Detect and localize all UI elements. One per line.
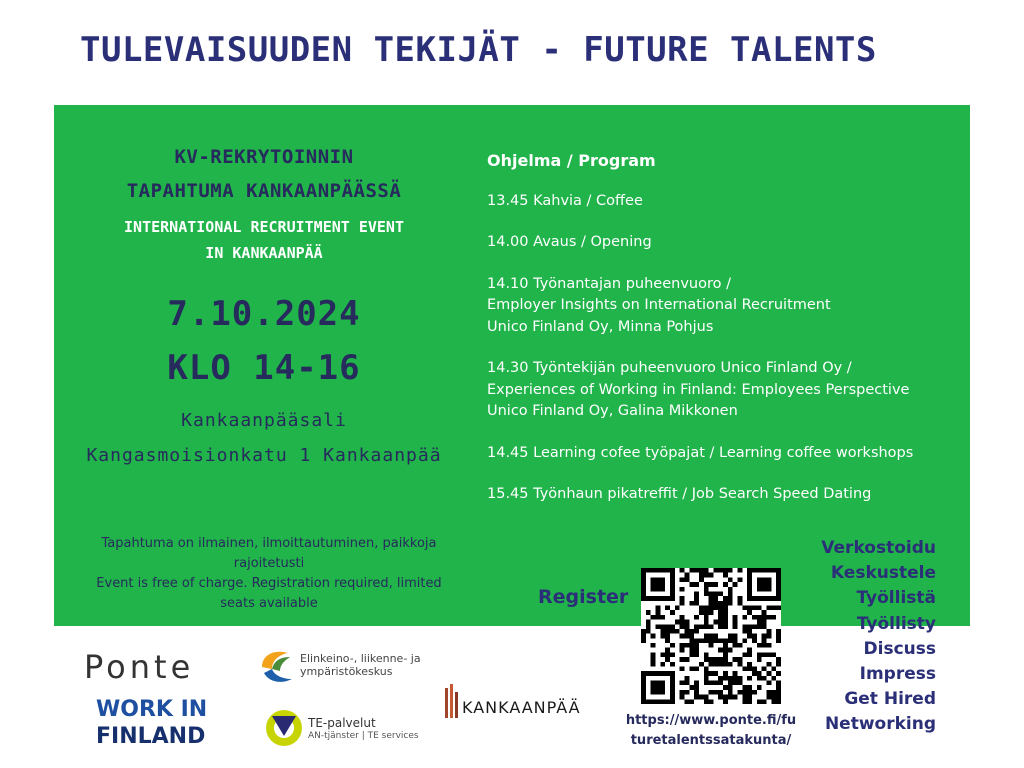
- event-heading-fi-line1: KV-REKRYTOINNIN: [174, 146, 354, 168]
- note-fi-line2: rajoitetusti: [233, 556, 305, 571]
- te-logo: [264, 706, 444, 752]
- registration-note: [80, 534, 458, 614]
- program-title: Ohjelma / Program: [487, 151, 656, 170]
- kankaanpaa-logo: [444, 684, 604, 724]
- keyword: Verkostoidu: [821, 538, 936, 558]
- event-info: [60, 140, 468, 466]
- event-heading-fi-line2: TAPAHTUMA KANKAANPÄÄSSÄ: [126, 180, 402, 202]
- poster-title: TULEVAISUUDEN TEKIJÄT - FUTURE TALENTS: [80, 30, 877, 70]
- program-line: 15.45 Työnhaun pikatreffit / Job Search Speed Dating: [487, 486, 872, 502]
- event-time: KLO 14-16: [167, 348, 361, 388]
- note-en-line1: Event is free of charge. Registration required, limited: [96, 576, 442, 591]
- kankaanpaa-logo-icon: [444, 684, 460, 720]
- ely-logo: [258, 647, 438, 687]
- register-url-line2: turetalentssatakunta/: [630, 733, 792, 748]
- kankaanpaa-logo-text: KANKAANPÄÄ: [462, 698, 581, 717]
- program-line: Unico Finland Oy, Galina Mikkonen: [487, 403, 738, 419]
- register-url[interactable]: [622, 711, 800, 751]
- program-item: [487, 484, 957, 506]
- program-item: [487, 443, 957, 465]
- keyword: Get Hired: [844, 689, 936, 710]
- program-line: Employer Insights on International Recruitment: [487, 297, 831, 313]
- program-line: 14.00 Avaus / Opening: [487, 234, 652, 250]
- keyword: Työllisty: [856, 613, 936, 634]
- program-line: 14.45 Learning cofee työpajat / Learning coffee workshops: [487, 444, 914, 461]
- ponte-logo: Ponte: [84, 648, 195, 686]
- program-item: [487, 191, 957, 213]
- program-item: [487, 358, 957, 423]
- event-venue: Kankaanpääsali: [181, 410, 347, 431]
- program-line: Unico Finland Oy, Minna Pohjus: [487, 318, 714, 335]
- keyword: Työllistä: [856, 588, 936, 609]
- program-line: 14.30 Työntekijän puheenvuoro Unico Finland Oy /: [487, 360, 852, 376]
- ely-logo-text: [300, 652, 421, 678]
- register-label: Register: [538, 586, 629, 608]
- keyword: Discuss: [863, 638, 936, 659]
- event-heading-fi: [60, 140, 468, 208]
- keyword-list: [821, 536, 936, 738]
- keyword: Networking: [824, 714, 936, 735]
- program-list: [487, 150, 957, 526]
- te-line1: TE-palvelut: [308, 716, 376, 730]
- ely-logo-icon: [258, 647, 296, 687]
- te-logo-icon: [264, 706, 304, 750]
- keyword: Impress: [859, 664, 936, 685]
- work-in-finland-logo: [96, 696, 207, 750]
- event-address: Kangasmoisionkatu 1 Kankaanpää: [86, 445, 442, 466]
- register-url-line1: https://www.ponte.fi/fu: [625, 713, 797, 728]
- program-line: Experiences of Working in Finland: Employees Perspective: [487, 381, 910, 398]
- note-fi-line1: Tapahtuma on ilmainen, ilmoittautuminen, paikkoja: [101, 536, 437, 551]
- ely-line1: Elinkeino-, liikenne- ja: [300, 652, 421, 665]
- event-heading-en: [60, 214, 468, 266]
- event-heading-en-line1: INTERNATIONAL RECRUITMENT EVENT: [124, 218, 404, 236]
- keyword: Keskustele: [830, 563, 936, 584]
- program-line: 13.45 Kahvia / Coffee: [487, 192, 643, 209]
- ely-line2: ympäristökeskus: [300, 665, 393, 678]
- program-line: 14.10 Työnantajan puheenvuoro /: [487, 275, 731, 292]
- note-en-line2: seats available: [220, 596, 318, 611]
- event-heading-en-line2: IN KANKAANPÄÄ: [205, 244, 323, 262]
- event-date: 7.10.2024: [167, 294, 361, 334]
- program-item: [487, 232, 957, 254]
- work-in-finland-line2: FINLAND: [96, 724, 206, 749]
- te-line2: AN-tjänster | TE services: [308, 731, 419, 741]
- work-in-finland-line1: WORK IN: [96, 697, 208, 722]
- qr-code-icon[interactable]: [641, 568, 781, 704]
- program-item: [487, 274, 957, 339]
